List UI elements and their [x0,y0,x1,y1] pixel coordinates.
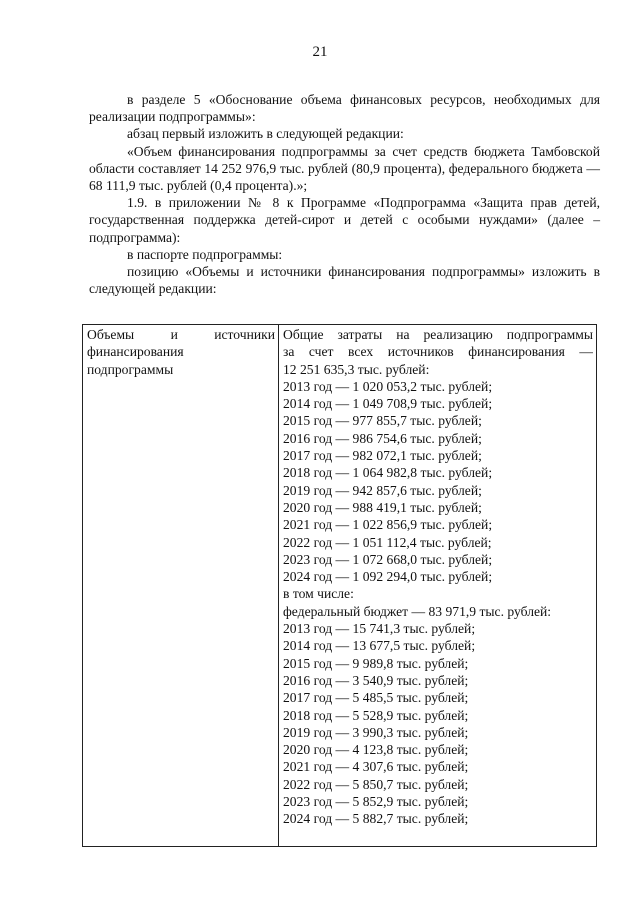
year-amount-line: 2014 год — 13 677,5 тыс. рублей; [283,638,476,654]
paragraph-position: позицию «Объемы и источники финансирования подпрограммы» изложить в следующей редакции: [89,264,600,297]
year-amount-line: 2022 год — 5 850,7 тыс. рублей; [283,776,469,792]
year-amount-line: 2013 год — 1 020 053,2 тыс. рублей; [283,378,493,394]
label-line: финансирования [87,344,184,360]
year-amount-line: 2016 год — 986 754,6 тыс. рублей; [283,430,482,446]
table-label-cell [83,325,279,847]
value-intro-line: Общие затраты на реализацию подпрограммы [283,327,593,342]
year-amount-line: 2015 год — 977 855,7 тыс. рублей; [283,413,482,429]
year-amount-line: 2023 год — 1 072 668,0 тыс. рублей; [283,551,493,567]
label-line: подпрограммы [87,361,174,377]
year-amount-line: 2022 год — 1 051 112,4 тыс. рублей; [283,534,492,550]
year-amount-line: 2018 год — 1 064 982,8 тыс. рублей; [283,465,493,481]
value-intro-line: за счет всех источников финансирования — [283,344,593,360]
year-amount-line: 2019 год — 3 990,3 тыс. рублей; [283,724,469,740]
paragraph-passport: в паспорте подпрограммы: [127,246,283,262]
page-number: 21 [312,44,328,60]
federal-by-year-list [283,620,593,828]
paragraph-section5: в разделе 5 «Обоснование объема финансовых ресурсов, необходимых для реализации подпрограммы»: [89,92,600,125]
value-intro-line: 12 251 635,3 тыс. рублей: [283,361,430,377]
year-amount-line: 2013 год — 15 741,3 тыс. рублей; [283,621,476,637]
paragraph-appendix-8: 1.9. в приложении № 8 к Программе «Подпрограмма «Защита прав детей, государственная поддержка детей-сирот и детей с особыми нуждами» (далее – подпрограмма): [89,195,600,245]
year-amount-line: 2017 год — 982 072,1 тыс. рублей; [283,448,482,464]
paragraph-first-abzac: абзац первый изложить в следующей редакции: [127,126,404,142]
year-amount-line: 2023 год — 5 852,9 тыс. рублей; [283,794,469,810]
year-amount-line: 2015 год — 9 989,8 тыс. рублей; [283,655,469,671]
year-amount-line: 2021 год — 4 307,6 тыс. рублей; [283,759,469,775]
year-amount-line: 2019 год — 942 857,6 тыс. рублей; [283,482,482,498]
year-amount-line: 2024 год — 5 882,7 тыс. рублей; [283,811,469,827]
year-amount-line: 2024 год — 1 092 294,0 тыс. рублей; [283,569,493,585]
year-amount-line: 2021 год — 1 022 856,9 тыс. рублей; [283,517,493,533]
year-amount-line: 2016 год — 3 540,9 тыс. рублей; [283,672,469,688]
table-value-cell [279,325,597,847]
table-row [83,325,597,847]
body-text [89,91,600,297]
label-line: Объемы и источники [87,327,275,342]
year-amount-line: 2014 год — 1 049 708,9 тыс. рублей; [283,396,493,412]
year-amount-line: 2018 год — 5 528,9 тыс. рублей; [283,707,469,723]
year-amount-line: 2020 год — 4 123,8 тыс. рублей; [283,742,469,758]
year-amount-line: 2020 год — 988 419,1 тыс. рублей; [283,499,482,515]
year-amount-line: 2017 год — 5 485,5 тыс. рублей; [283,690,469,706]
passport-table [82,324,597,847]
paragraph-funding-volume: «Объем финансирования подпрограммы за счет средств бюджета Тамбовской области составляет 14 252 976,9 тыс. рублей (80,9 процента), федерального бюджета — 68 111,9 тыс. рублей (0,4 процента).»; [89,143,600,194]
including-label: в том числе: [283,586,354,602]
federal-budget-label: федеральный бюджет — 83 971,9 тыс. рублей: [283,603,552,619]
total-by-year-list [283,378,593,586]
